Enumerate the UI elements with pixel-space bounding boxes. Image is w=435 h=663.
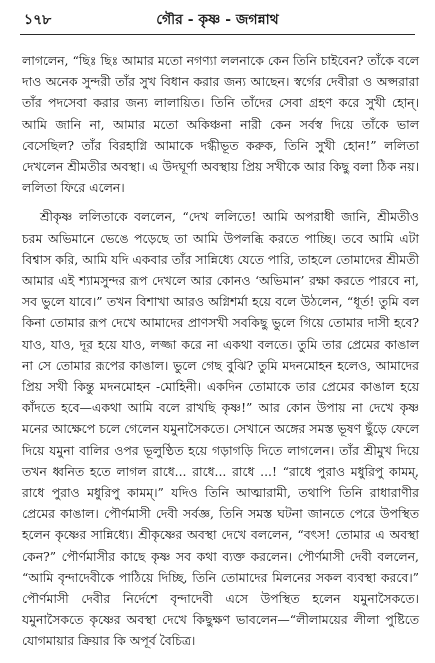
page-header — [20, 8, 415, 30]
paragraph-2: শ্রীকৃষ্ণ ললিতাকে বললেন, “দেখ ললিতে! আমি অপরাধী জানি, শ্রীমতীও চরম অভিমানে ভেঙে পড়েছে তা আমি উপলব্ধি করতে পাচ্ছি। তবে আমি এটা বিশ্বাস করি, আমি যদি একবার তাঁর সান্নিধ্যে যেতে পারি, তাহলে তোমাদের শ্রীমতী আমার এই শ্যামসুন্দর রূপ দেখলে আর কোনও ‘অভিমান’ রক্ষা করতে পারবে না, সব ভুলে যাবে।” তখন বিশাখা আরও অগ্নিশর্মা হয়ে বলে উঠলেন, “ধূর্ত! তুমি বল কিনা তোমার রূপ দেখে আমাদের প্রাণসখী সবকিছু ভুলে গিয়ে তোমার দাসী হবে? যাও, যাও, দূর হয়ে যাও, লজ্জা করে না একথা বলতে। তুমি তার প্রেমের কাঙাল না সে তোমার রূপের কাঙাল। ভুলে গেছ বুঝি? তুমি মদনমোহন হলেও, আমাদের প্রিয় সখী কিন্তু মদনমোহন -মোহিনী। একদিন তোমাকে তার প্রেমের কাঙাল হয়ে কাঁদতে হবে—একথা আমি বলে রাখছি কৃষ্ণ!” আর কোন উপায় না দেখে কৃষ্ণ মনের আক্ষেপে চলে গেলেন যমুনাসৈকতে। সেখানে অঙ্গের সমস্ত ভূষণ ছুঁড়ে ফেলে দিয়ে যমুনা বালির ওপর ভূলুণ্ঠিত হয়ে গড়াগড়ি দিতে লাগলেন। তাঁর শ্রীমুখ দিয়ে তখন ধ্বনিত হতে লাগল রাধে... রাধে... রাধে ...! “রাধে পুরাও মধুরিপু কামম্‌, রাধে পুরাও মধুরিপু কামম্‌।” যদিও তিনি আত্মারামী, তথাপি তিনি রাধারাণীর প্রেমের কাঙাল। পৌর্ণমাসী দেবী সর্বজ্ঞ, তিনি সমস্ত ঘটনা জানতে পেরে উপস্থিত হলেন কৃষ্ণের সান্নিধ্যে। শ্রীকৃষ্ণের অবস্থা দেখে বললেন, “বৎস! তোমার এ অবস্থা কেন?” পৌর্ণমাসীর কাছে কৃষ্ণ সব কথা ব্যক্ত করলেন। পৌর্ণমাসী দেবী বললেন, “আমি বৃন্দাদেবীকে পাঠিয়ে দিচ্ছি, তিনি তোমাদের মিলনের সকল ব্যবস্থা করবে।” পৌর্ণমাসী দেবীর নির্দেশে বৃন্দাদেবী এসে উপস্থিত হলেন যমুনাসৈকতে। যমুনাসৈকতে কৃষ্ণের অবস্থা দেখে কিছুক্ষণ ভাবলেন—“লীলাময়ের লীলা পুষ্টিতে যোগমায়ার ক্রিয়ার কি অপূর্ব বৈচিত্র। — [22, 209, 419, 649]
page-number: ১৭৮ — [24, 12, 52, 28]
running-title: গৌর - কৃষ্ণ - জগন্নাথ — [156, 12, 279, 28]
paragraph-1: লাগলেন, “ছিঃ ছিঃ আমার মতো নগণ্যা ললনাকে কেন তিনি চাইবেন? তাঁকে বলে দাও অনেক সুন্দরী তাঁর সুখ বিধান করার জন্য আছেন। স্বর্গের দেবীরা ও অপ্সরারা তাঁর পদসেবা করার জন্য লালায়িত। তিনি তাঁদের সেবা গ্রহণ করে সুখী হোন্‌। আমি জানি না, আমার মতো অকিঞ্চনা নারী কেন সর্বস্ব দিয়ে তাঁকে ভাল বেসেছিল? তাঁর বিরহাগ্নি আমাকে দগ্ধীভূত করুক, তিনি সুখী হোন!” ললিতা দেখলেন শ্রীমতীর অবস্থা। এ উদঘূর্ণা অবস্থায় প্রিয় সখীকে আর কিছু বলা ঠিক নয়। ললিতা ফিরে এলেন। — [22, 53, 419, 196]
header-rule — [20, 34, 415, 35]
body-text — [22, 50, 419, 652]
